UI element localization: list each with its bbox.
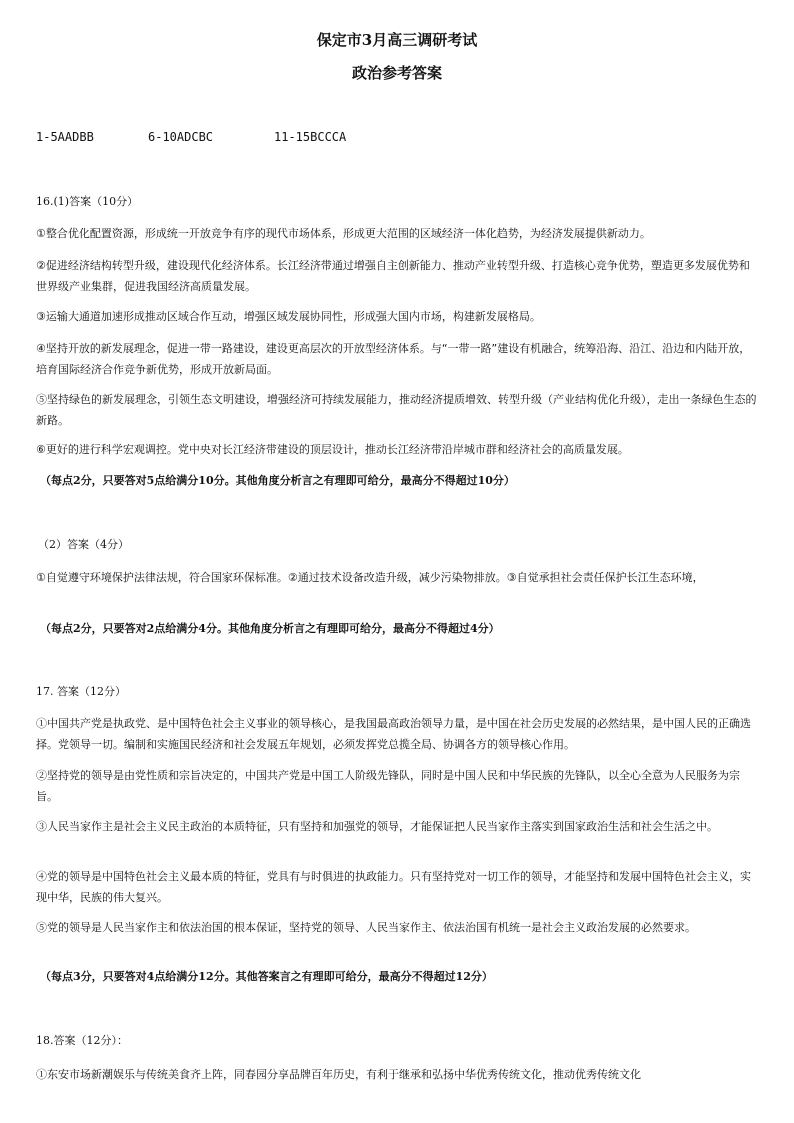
q17-point-1: ①中国共产党是执政党、是中国特色社会主义事业的领导核心，是我国最高政治领导力量，是中国在社会历史发展的必然结果，是中国人民的正确选择。党领导一切。编制和实施国民经济和社会发展五年规划，必须发挥党总揽全局、协调各方的领导核心作用。 <box>36 717 751 751</box>
q16-part2-heading: （2）答案（4分） <box>38 538 129 551</box>
mc-answer-group-2: 6-10ADCBC <box>148 130 214 144</box>
q17-point-5: ⑤党的领导是人民当家作主和依法治国的根本保证，坚持党的领导、人民当家作主、依法治国有机统一是社会主义政治发展的必然要求。 <box>36 921 696 934</box>
mc-answer-group-1: 1-5AADBB <box>36 130 94 144</box>
q16-part1-heading: 16.(1)答案（10分） <box>36 195 139 208</box>
multiple-choice-answers <box>36 128 346 146</box>
q16-point-2: ②促进经济结构转型升级，建设现代化经济体系。长江经济带通过增强自主创新能力、推动产业转型升级、打造核心竞争优势，塑造更多发展优势和世界级产业集群，促进我国经济高质量发展。 <box>36 259 750 293</box>
q18-point-1: ①东安市场新潮娱乐与传统美食齐上阵，同春园分享品牌百年历史，有利于继承和弘扬中华优秀传统文化，推动优秀传统文化 <box>36 1068 641 1081</box>
q18-heading: 18.答案（12分）： <box>36 1034 128 1047</box>
q17-scoring-note: （每点3分，只要答对4点给满分12分。其他答案言之有理即可给分，最高分不得超过12分） <box>40 970 493 983</box>
q16-part2-points: ①自觉遵守环境保护法律法规，符合国家环保标准。②通过技术设备改造升级，减少污染物排放。③自觉承担社会责任保护长江生态环境， <box>36 571 704 584</box>
q16-point-4: ④坚持开放的新发展理念，促进一带一路建设，建设更高层次的开放型经济体系。与“一带一路”建设有机融合，统筹沿海、沿江、沿边和内陆开放，培育国际经济合作竞争新优势，形成开放新局面。 <box>36 342 751 376</box>
q17-point-4: ④党的领导是中国特色社会主义最本质的特征，党具有与时俱进的执政能力。只有坚持党对一切工作的领导，才能坚持和发展中国特色社会主义，实现中华，民族的伟大复兴。 <box>36 870 751 904</box>
q17-point-2: ②坚持党的领导是由党性质和宗旨决定的，中国共产党是中国工人阶级先锋队，同时是中国人民和中华民族的先锋队，以全心全意为人民服务为宗旨。 <box>36 769 740 803</box>
q16-point-5: ⑤坚持绿色的新发展理念，引领生态文明建设，增强经济可持续发展能力，推动经济提质增效、转型升级（产业结构优化升级），走出一条绿色生态的新路。 <box>36 393 757 427</box>
answer-subtitle: 政治参考答案 <box>351 64 442 82</box>
q17-point-3: ③人民当家作主是社会主义民主政治的本质特征，只有坚持和加强党的领导，才能保证把人民当家作主落实到国家政治生活和社会生活之中。 <box>36 820 718 833</box>
q16-point-3: ③运输大通道加速形成推动区域合作互动，增强区域发展协同性，形成强大国内市场，构建新发展格局。 <box>36 310 541 323</box>
q16-part2-scoring-note: （每点2分，只要答对2点给满分4分。其他角度分析言之有理即可给分，最高分不得超过4分） <box>40 622 500 635</box>
q16-part1-scoring-note: （每点2分，只要答对5点给满分10分。其他角度分析言之有理即可给分，最高分不得超过10分） <box>40 474 515 487</box>
q16-point-6: ⑥更好的进行科学宏观调控。党中央对长江经济带建设的顶层设计，推动长江经济带沿岸城市群和经济社会的高质量发展。 <box>36 443 629 456</box>
q17-heading: 17. 答案（12分） <box>36 685 126 698</box>
exam-title: 保定市3月高三调研考试 <box>316 31 478 49</box>
q16-point-1: ①整合优化配置资源，形成统一开放竞争有序的现代市场体系，形成更大范围的区域经济一体化趋势，为经济发展提供新动力。 <box>36 227 651 240</box>
mc-answer-group-3: 11-15BCCCA <box>274 130 347 144</box>
